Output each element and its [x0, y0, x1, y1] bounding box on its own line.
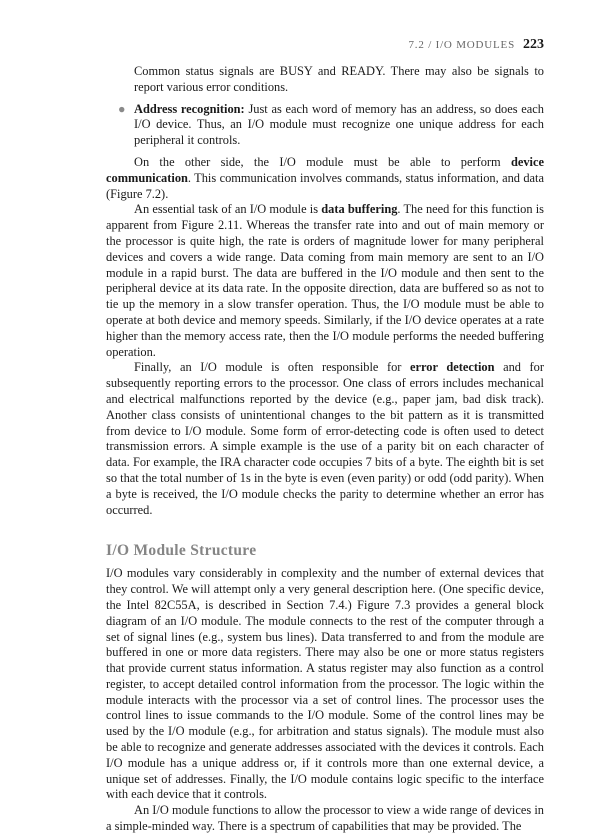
paragraph-module-functions: An I/O module functions to allow the processor to view a wide range of devices in a simple-minded way. There is a spectrum of capabilities that may be provided. The	[106, 803, 544, 834]
term-device-communication: device communication	[106, 154, 544, 185]
address-recognition-text: Just as each word of memory has an address, so does each I/O device. Thus, an I/O module must recognize one unique address for each peripheral it controls.	[134, 101, 544, 148]
running-title: 7.2 / I/O MODULES	[408, 39, 515, 51]
paragraph-text: . This communication involves commands, status information, and data (Figure 7.2).	[106, 170, 544, 201]
bullet-icon: ●	[118, 101, 126, 116]
paragraph-text: . The need for this function is apparent from Figure 2.11. Whereas the transfer rate into and out of main memory or the processor is quite high, the rate is orders of magnitude lower for many peripheral devices and covers a wide range. Data coming from main memory are sent to an I/O module in a rapid burst. The data are buffered in the I/O module and then sent to the peripheral device at its data rate. In the opposite direction, data are buffered so as not to tie up the memory in a slow transfer operation. Thus, the I/O module must be able to operate at both device and memory speeds. Similarly, if the I/O device operates at a rate higher than the memory access rate, then the I/O module performs the needed buffering operation.	[106, 202, 544, 359]
paragraph-module-structure: I/O modules vary considerably in complexity and the number of external devices that they control. We will attempt only a very general description here. (One specific device, the Intel 82C55A, is described in Section 7.4.) Figure 7.3 provides a general block diagram of an I/O module. The module connects to the rest of the computer through a set of signal lines (e.g., system bus lines). Data transferred to and from the module are buffered in one or more data registers. There may also be one or more status registers that provide current status information. A status register may also function as a control register, to accept detailed control information from the processor. The logic within the module interacts with the processor via a set of control lines. The processor uses the control lines to issue commands to the I/O module. Some of the control lines may be used by the I/O module (e.g., for arbitration and status signals). The module must also be able to recognize and generate addresses associated with the devices it controls. Each I/O module has a unique address or, if it controls more than one external device, a unique set of addresses. Finally, the I/O module contains logic specific to the interface with each device that it controls.	[106, 566, 544, 802]
status-signals-continuation: Common status signals are BUSY and READY. There may also be signals to report various error conditions.	[134, 64, 544, 94]
paragraph-text: An essential task of an I/O module is	[134, 202, 322, 217]
paragraph-data-buffering	[106, 202, 544, 360]
section-heading: I/O Module Structure	[106, 542, 257, 560]
paragraph-text: Finally, an I/O module is often responsible for	[134, 360, 410, 375]
running-head	[106, 37, 544, 53]
page-number: 223	[523, 37, 544, 52]
term-error-detection: error detection	[410, 360, 495, 375]
address-recognition-item	[118, 101, 544, 149]
address-recognition-term: Address recognition:	[134, 101, 245, 116]
page-body	[106, 64, 544, 835]
paragraph-text: On the other side, the I/O module must be able to perform	[134, 154, 511, 169]
paragraph-text: and for subsequently reporting errors to the processor. One class of errors includes mechanical and electrical malfunctions reported by the device (e.g., paper jam, bad disk track). Another class consists of unintentional changes to the bit pattern as it is transmitted from device to I/O module. Some form of error-detecting code is often used to detect transmission errors. A simple example is the use of a parity bit on each character of data. For example, the IRA character code occupies 7 bits of a byte. The eighth bit is set so that the total number of 1s in the byte is even (even parity) or odd (odd parity). When a byte is received, the I/O module checks the parity to determine whether an error has occurred.	[106, 360, 544, 517]
term-data-buffering: data buffering	[321, 202, 398, 217]
paragraph-error-detection	[106, 360, 544, 518]
paragraph-device-communication	[106, 155, 544, 202]
